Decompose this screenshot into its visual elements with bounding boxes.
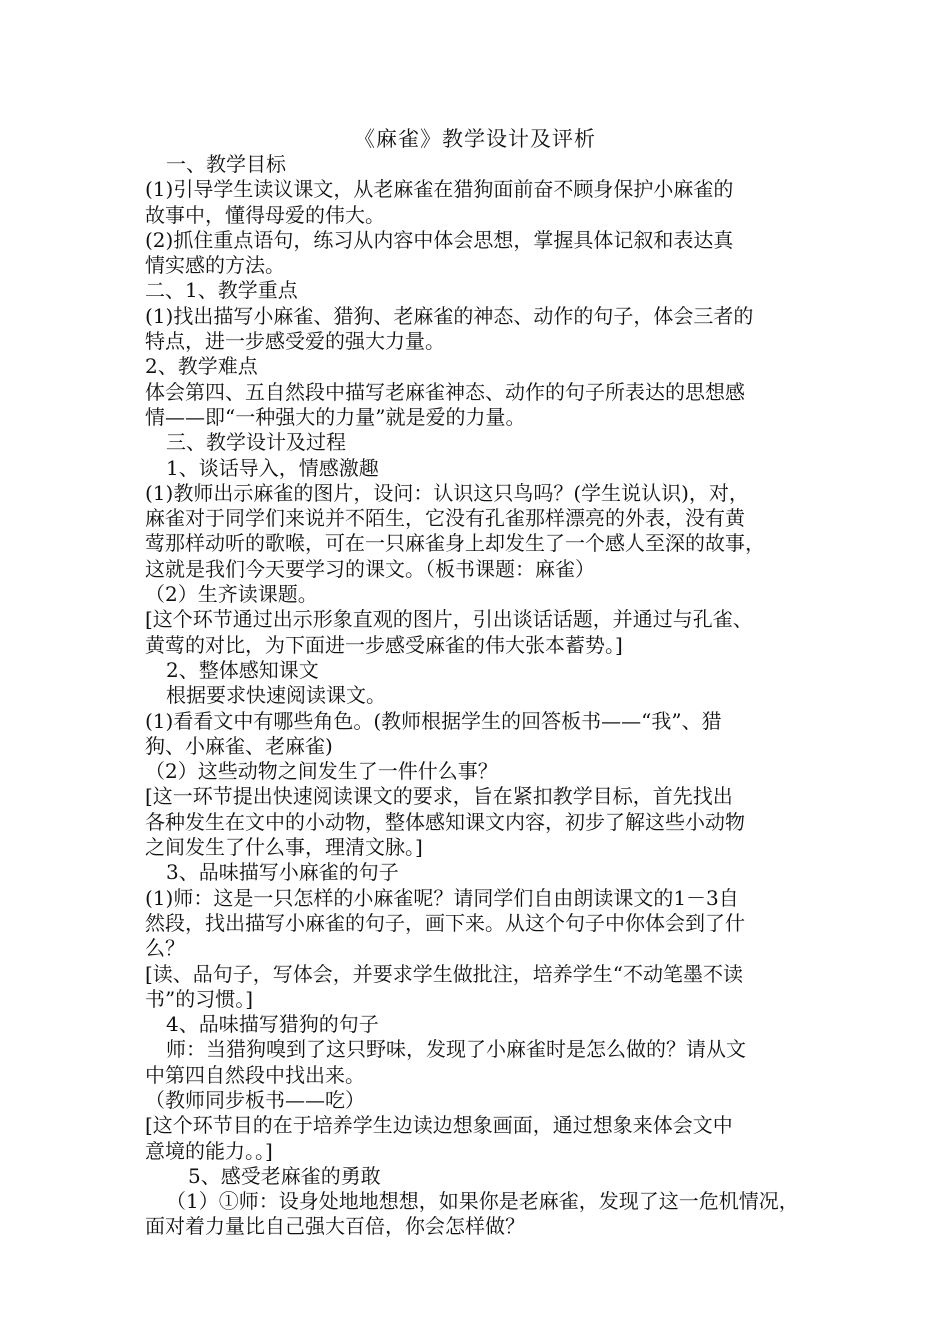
text-line: 1、谈话导入，情感激趣 bbox=[166, 455, 379, 480]
text-line: 狗、小麻雀、老麻雀) bbox=[145, 733, 333, 758]
text-line: [这一环节提出快速阅读课文的要求，旨在紧扣教学目标，首先找出 bbox=[145, 784, 733, 809]
text-line: 2、整体感知课文 bbox=[166, 657, 319, 682]
text-line: 面对着力量比自己强大百倍，你会怎样做？ bbox=[145, 1214, 525, 1239]
text-line: (2)抓住重点语句，练习从内容中体会思想，掌握具体记叙和表达真 bbox=[145, 227, 734, 252]
text-line: 麻雀对于同学们来说并不陌生，它没有孔雀那样漂亮的外表，没有黄 bbox=[145, 506, 745, 531]
text-line: 2、教学难点 bbox=[145, 354, 258, 379]
text-line: （2）这些动物之间发生了一件什么事？ bbox=[145, 759, 498, 784]
text-line: （教师同步板书——吃） bbox=[145, 1087, 365, 1112]
text-line: 然段，找出描写小麻雀的句子，画下来。从这个句子中你体会到了什 bbox=[145, 910, 745, 935]
text-line: 情实感的方法。 bbox=[145, 253, 285, 278]
text-line: 师：当猎狗嗅到了这只野味，发现了小麻雀时是怎么做的？请从文 bbox=[166, 1037, 746, 1062]
document-title: 《麻雀》教学设计及评析 bbox=[354, 127, 596, 151]
text-line: 二、1、教学重点 bbox=[145, 278, 298, 303]
text-line: [读、品句子，写体会，并要求学生做批注，培养学生“不动笔墨不读 bbox=[145, 961, 744, 986]
text-line: (1)看看文中有哪些角色。(教师根据学生的回答板书——“我”、猎 bbox=[145, 708, 722, 733]
text-line: 这就是我们今天要学习的课文。（板书课题：麻雀） bbox=[145, 556, 595, 581]
text-line: 三、教学设计及过程 bbox=[166, 430, 346, 455]
text-line: 体会第四、五自然段中描写老麻雀神态、动作的句子所表达的思想感 bbox=[145, 379, 745, 404]
text-line: （2）生齐读课题。 bbox=[145, 582, 318, 607]
text-line: 各种发生在文中的小动物，整体感知课文内容，初步了解这些小动物 bbox=[145, 809, 745, 834]
text-line: (1)教师出示麻雀的图片，设问：认识这只鸟吗？(学生说认识)，对， bbox=[145, 480, 749, 505]
text-line: [这个环节目的在于培养学生边读边想象画面，通过想象来体会文中 bbox=[145, 1113, 733, 1138]
text-line: 4、品味描写猎狗的句子 bbox=[166, 1012, 379, 1037]
text-line: 故事中，懂得母爱的伟大。 bbox=[145, 202, 385, 227]
text-line: 黄莺的对比，为下面进一步感受麻雀的伟大张本蓄势。] bbox=[145, 632, 623, 657]
text-line: 特点，进一步感受爱的强大力量。 bbox=[145, 329, 445, 354]
text-line: 书”的习惯。] bbox=[145, 986, 254, 1011]
text-line: 莺那样动听的歌喉，可在一只麻雀身上却发生了一个感人至深的故事， bbox=[145, 531, 765, 556]
text-line: 一、教学目标 bbox=[166, 152, 286, 176]
text-line: (1)找出描写小麻雀、猎狗、老麻雀的神态、动作的句子，体会三者的 bbox=[145, 303, 754, 328]
text-line: 5、感受老麻雀的勇敢 bbox=[188, 1163, 381, 1188]
text-line: 之间发生了什么事，理清文脉。] bbox=[145, 835, 423, 860]
text-line: 根据要求快速阅读课文。 bbox=[166, 683, 386, 708]
text-line: 中第四自然段中找出来。 bbox=[145, 1062, 365, 1087]
text-line: 么？ bbox=[145, 936, 185, 961]
text-line: （1）①师：设身处地地想想，如果你是老麻雀，发现了这一危机情况， bbox=[166, 1189, 799, 1214]
document-body bbox=[145, 152, 815, 1240]
text-line: 情——即“一种强大的力量”就是爱的力量。 bbox=[145, 404, 526, 429]
text-line: (1)师：这是一只怎样的小麻雀呢？请同学们自由朗读课文的1－3自 bbox=[145, 885, 739, 910]
text-line: (1)引导学生读议课文，从老麻雀在猎狗面前奋不顾身保护小麻雀的 bbox=[145, 177, 734, 202]
text-line: 3、品味描写小麻雀的句子 bbox=[166, 860, 399, 885]
text-line: 意境的能力。。] bbox=[145, 1138, 273, 1163]
text-line: [这个环节通过出示形象直观的图片，引出谈话话题，并通过与孔雀、 bbox=[145, 607, 753, 632]
